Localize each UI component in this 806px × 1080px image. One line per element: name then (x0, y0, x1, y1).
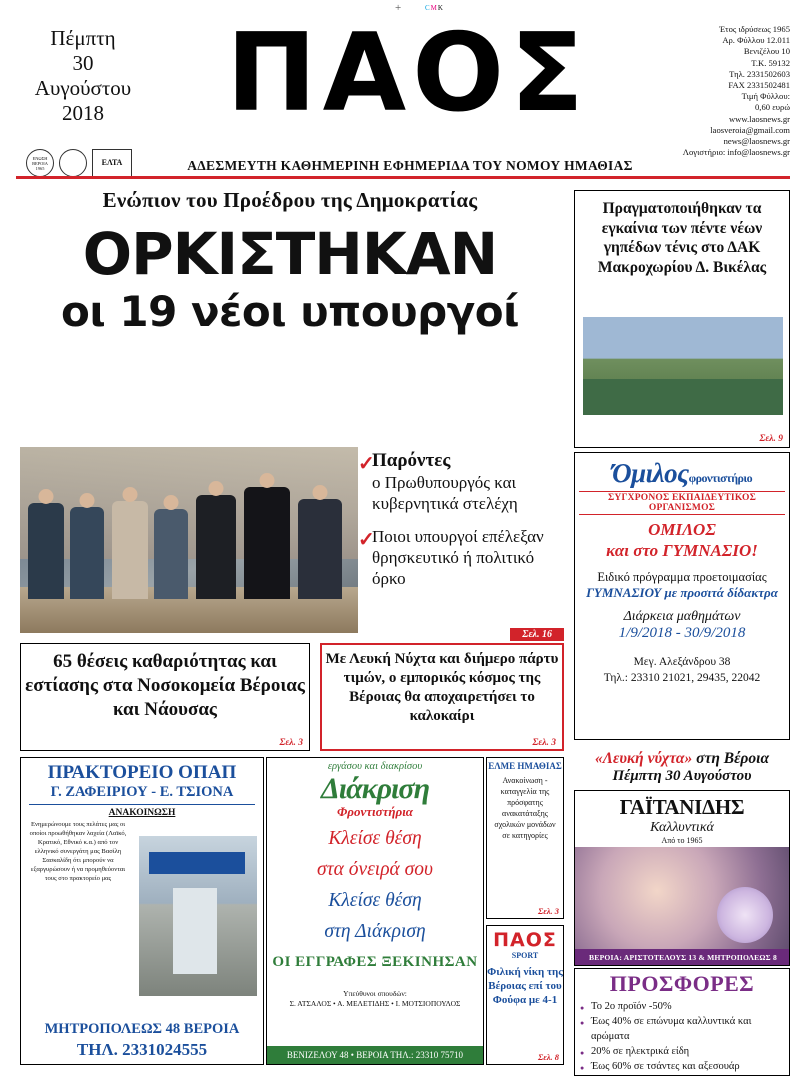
omilos-address (575, 654, 789, 686)
sport-text: Φιλική νίκη της Βέροιας επί του Φούφα με 4-1 (487, 966, 563, 1006)
narrow-column (486, 757, 564, 1065)
sport-box[interactable] (486, 925, 564, 1065)
list-item: ● Έως 40% σε επώνυμα καλλυντικά και αρώματα (591, 1014, 783, 1044)
lead-story (16, 188, 564, 335)
seal-icon (59, 149, 87, 177)
info-line: Τιμή Φύλλου: (741, 91, 790, 102)
info-line: 0,60 ευρώ (755, 102, 790, 113)
omilos-line-6: 1/9/2018 - 30/9/2018 (618, 625, 746, 641)
tennis-story-text: Πραγματοποιήθηκαν τα εγκαίνια των πέντε νέων γηπέδων τένις στο ΔΑΚ Μακροχωρίου Δ. Βικέλας (597, 200, 767, 276)
opap-address: ΜΗΤΡΟΠΟΛΕΩΣ 48 ΒΕΡΟΙΑ (44, 1021, 240, 1037)
diakrisi-staff (267, 989, 483, 1009)
hospital-jobs-box[interactable] (20, 643, 310, 751)
opap-divider (29, 804, 255, 805)
ad-opap[interactable] (20, 757, 264, 1065)
checkmark-icon: ✓ (358, 529, 375, 551)
info-line: Βενιζέλου 10 (743, 46, 790, 57)
opap-title: ΠΡΑΚΤΟΡΕΙΟ ΟΠΑΠ (47, 762, 237, 783)
lead-page-ref[interactable]: Σελ. 16 (510, 628, 564, 641)
info-line: FAX 2331502481 (728, 80, 790, 91)
figure-head (260, 473, 275, 488)
masthead (0, 11, 806, 173)
lead-photo (20, 447, 358, 633)
opap-storefront-photo (139, 836, 257, 996)
figure-head (164, 495, 179, 510)
lead-headline: ΟΡΚΙΣΤΗΚΑΝ (82, 220, 498, 288)
gaitanidis-address-strip: ΒΕΡΟΙΑ: ΑΡΙΣΤΟΤΕΛΟΥΣ 13 & ΜΗΤΡΟΠΟΛΕΩΣ 8 (575, 949, 790, 965)
newspaper-logo (168, 11, 648, 136)
omilos-line-3: Ειδικό πρόγραμμα προετοιμασίας (597, 570, 767, 584)
gaitanidis-since: Από το 1965 (661, 836, 703, 845)
lefki-nyhta-banner (574, 746, 790, 785)
lead-bullets (358, 450, 564, 640)
date-month: Αυγούστου (34, 76, 132, 100)
info-line: Τηλ. 2331502603 (729, 68, 790, 79)
date-day: 30 (72, 51, 94, 75)
logo-text: ΠΑΟΣ (226, 11, 590, 136)
lead-bullet-1 (358, 450, 564, 514)
ad-gaitanidis[interactable] (574, 790, 790, 966)
photo-figure (70, 507, 104, 599)
prosfores-list (575, 999, 789, 1074)
diakrisi-brand: Διάκριση (320, 772, 430, 805)
info-email[interactable]: laosveroia@gmail.com (710, 124, 790, 135)
publication-date (28, 26, 138, 126)
list-item: ● Έως 60% σε τσάντες και αξεσουάρ (591, 1059, 783, 1074)
opap-announcement-title: ΑΝΑΚΟΙΝΩΣΗ (108, 808, 176, 818)
opap-subtitle: Γ. ΖΑΦΕΙΡΙΟΥ - Ε. ΤΣΙΟΝΑ (50, 784, 234, 800)
masthead-divider (16, 176, 790, 179)
black-mark: K (437, 4, 444, 12)
gaitanidis-name: ΓΑΪΤΑΝΙΔΗΣ (619, 795, 745, 819)
opap-announcement-body: Ενημερώνουμε τους πελάτες μας οι οποίοι προωθήθηκαν λαχεία (Λαϊκό, Κρατικό, Εθνικό κ.α.) από τον ελληνικό συνεργάτη μας Βασίλη Σασκαλίδη ότι μπορούν να εξαργυρώσουν ή να προμηθεύονται τους στο πρακτορείο μας (29, 821, 127, 882)
prosfores-title: ΠΡΟΣΦΟΡΕΣ (609, 971, 755, 996)
diakrisi-staff-title: Υπεύθυνοι σπουδών: (343, 989, 407, 998)
flower-icon (717, 887, 773, 943)
tennis-court (583, 379, 783, 415)
figure-head (80, 493, 95, 508)
checkmark-icon: ✓ (358, 453, 375, 475)
elta-badge: ΕΛΤΑ (92, 149, 132, 177)
bullet-2-line-2: θρησκευτικό ή πολιτικό όρκο (372, 548, 535, 588)
omilos-phones[interactable]: Τηλ.: 23310 21021, 29435, 22042 (603, 672, 761, 684)
masthead-badges (26, 146, 146, 180)
photo-figure-clergy (244, 487, 290, 599)
lead-subheadline: οι 19 νέοι υπουργοί (61, 287, 519, 336)
white-night-page-ref[interactable]: Σελ. 3 (532, 738, 556, 748)
lead-kicker: Ενώπιον του Προέδρου της Δημοκρατίας (102, 188, 478, 212)
tennis-photo (583, 317, 783, 415)
figure-head (209, 481, 224, 496)
diakrisi-line-2: στα όνειρά σου (316, 859, 433, 880)
hospital-jobs-page-ref[interactable]: Σελ. 3 (279, 738, 303, 748)
lead-bullet-2 (358, 526, 564, 589)
omilos-brand-text: Όμιλος (611, 458, 689, 488)
masthead-subtitle: ΑΔΕΣΜΕΥΤΗ ΚΑΘΗΜΕΡΙΝΗ ΕΦΗΜΕΡΙΔΑ ΤΟΥ ΝΟΜΟΥ ΗΜΑΘΙΑΣ (187, 158, 633, 173)
registration-mark-icon: + (395, 2, 402, 14)
photo-figure (154, 509, 188, 599)
list-item: ● Το 2ο προϊόν -50% (591, 999, 783, 1014)
omilos-line-4: ΓΥΜΝΑΣΙΟΥ με προσιτά δίδακτρα (586, 585, 778, 600)
diakrisi-staff-names: Σ. ΑΤΣΑΛΟΣ • Α. ΜΕΛΕΤΙΔΗΣ • Ι. ΜΟΤΣΙΟΠΟΥΛΟΣ (289, 999, 461, 1008)
lefki-title (574, 750, 790, 768)
omilos-street: Μεγ. Αλεξάνδρου 38 (633, 656, 731, 668)
elme-page-ref[interactable]: Σελ. 3 (537, 906, 559, 916)
press-union-badge (26, 149, 54, 177)
publication-info (640, 24, 790, 158)
omilos-brand-sub: φροντιστήριο (688, 471, 753, 485)
photo-figure (28, 503, 64, 599)
cyan-mark: C (425, 4, 431, 12)
date-weekday: Πέμπτη (50, 26, 116, 50)
elme-title: ΕΛΜΕ ΗΜΑΘΙΑΣ (488, 761, 562, 771)
lefki-date: Πέμπτη 30 Αυγούστου (612, 768, 752, 784)
opap-door (173, 888, 217, 974)
bullet-2-line-1: Ποιοι υπουργοί επέλεξαν (372, 527, 544, 546)
photo-figure (112, 501, 148, 599)
info-accounting-email[interactable]: Λογιστήριο: info@laosnews.gr (682, 147, 790, 158)
diakrisi-tagline: εργάσου και διακρίσου (327, 761, 423, 772)
opap-phone[interactable]: ΤΗΛ. 2331024555 (76, 1040, 208, 1059)
gaitanidis-sub: Καλλυντικά (650, 820, 714, 835)
prosfores-box[interactable] (574, 968, 790, 1076)
photo-figure (298, 499, 342, 599)
diakrisi-brand-sub: Φροντιστήρια (336, 804, 414, 819)
list-item: ● 20% σε ηλεκτρικά είδη (591, 1044, 783, 1059)
info-line: Έτος ιδρύσεως 1965 (719, 24, 790, 34)
diakrisi-address-bar: ΒΕΝΙΖΕΛΟΥ 48 • ΒΕΡΟΙΑ ΤΗΛ.: 23310 75710 (267, 1046, 483, 1064)
omilos-line-5: Διάρκεια μαθημάτων (623, 609, 741, 624)
gaitanidis-model-photo (575, 847, 790, 957)
magenta-mark: M (430, 4, 438, 12)
omilos-tagline: ΣΥΓΧΡΟΝΟΣ ΕΚΠΑΙΔΕΥΤΙΚΟΣ ΟΡΓΑΝΙΣΜΟΣ (579, 491, 785, 515)
ad-omilos[interactable] (574, 452, 790, 740)
photo-figure (196, 495, 236, 599)
lefki-title-b: στη Βέροια (692, 750, 770, 767)
diakrisi-line-4: στη Διάκριση (324, 921, 426, 942)
tennis-story-box[interactable] (574, 190, 790, 448)
ad-diakrisi[interactable] (266, 757, 484, 1065)
sport-label: SPORT (511, 951, 539, 960)
bullet-1-line-2: ο Πρωθυπουργός και κυβερνητικά στελέχη (372, 473, 518, 513)
badge-line-3: 1965 (35, 165, 45, 171)
omilos-line-1: ΟΜΙΛΟΣ (648, 520, 716, 539)
bullet-1-line-1: Παρόντες (372, 450, 451, 471)
omilos-brand (575, 458, 789, 489)
opap-sign (149, 852, 245, 874)
lefki-title-a: «Λευκή νύχτα» (594, 750, 693, 767)
hospital-jobs-text: 65 θέσεις καθαριότητας και εστίασης στα Νοσοκομεία Βέροιας και Νάουσας (25, 651, 305, 720)
info-line: Τ.Κ. 59132 (751, 57, 790, 68)
figure-head (39, 489, 54, 504)
white-night-box[interactable] (320, 643, 564, 751)
figure-head (313, 485, 328, 500)
info-line: Αρ. Φύλλου 12.011 (722, 35, 790, 46)
elme-box[interactable] (486, 757, 564, 919)
info-website[interactable]: www.laosnews.gr (728, 113, 790, 124)
badge-line-2: ΒΕΡΟΙΑ (32, 160, 48, 166)
diakrisi-cta[interactable]: ΟΙ ΕΓΓΡΑΦΕΣ ΞΕΚΙΝΗΣΑΝ (272, 954, 478, 970)
diakrisi-line-1: Κλείσε θέση (328, 828, 422, 849)
diakrisi-line-3: Κλείσε θέση (328, 890, 422, 911)
sport-logo: ΠΑΟΣ (493, 929, 557, 951)
badge-line-1: ΕΝΩΣΗ (32, 155, 48, 161)
sport-page-ref[interactable]: Σελ. 8 (537, 1052, 559, 1062)
tennis-page-ref[interactable]: Σελ. 9 (759, 434, 783, 444)
white-night-text: Με Λευκή Νύχτα και διήμερο πάρτυ τιμών, ο εμπορικός κόσμος της Βέροιας θα αποχαιρετήσει το καλοκαίρι (325, 651, 559, 724)
figure-head (123, 487, 138, 502)
elme-text: Ανακοίνωση - καταγγελία της πρόσφατης ανακατάταξης σχολικών μονάδων σε κατηγορίες (494, 776, 556, 840)
info-email[interactable]: news@laosnews.gr (723, 136, 790, 147)
date-year: 2018 (62, 101, 104, 125)
omilos-line-2: και στο ΓΥΜΝΑΣΙΟ! (606, 541, 758, 560)
